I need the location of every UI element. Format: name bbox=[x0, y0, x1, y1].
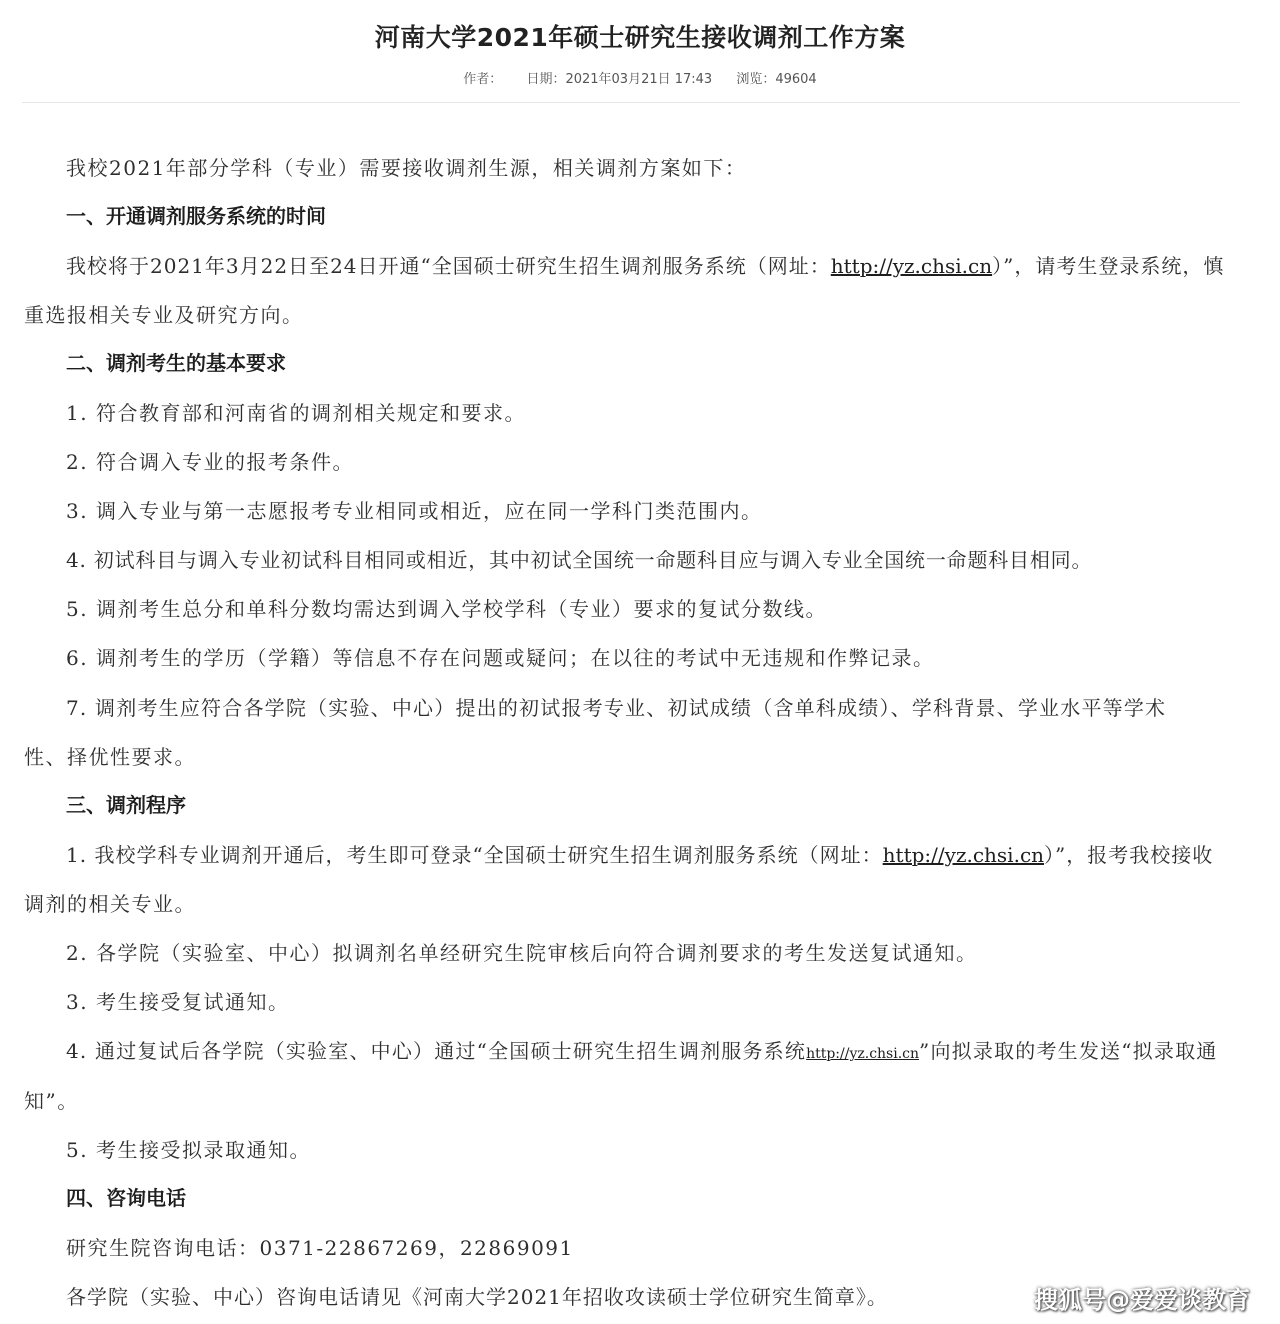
procedure-item: 2. 各学院（实验室、中心）拟调剂名单经研究生院审核后向符合调剂要求的考生发送复试通知。 bbox=[66, 941, 978, 965]
procedure-item-cont: 知”。 bbox=[24, 1089, 79, 1113]
procedure-text-pre: 1. 我校学科专业调剂开通后，考生即可登录“全国硕士研究生招生调剂服务系统（网址： bbox=[66, 843, 883, 867]
section-1-heading: 一、开通调剂服务系统的时间 bbox=[66, 204, 326, 228]
views-label: 浏览：49604 bbox=[736, 72, 817, 87]
intro-paragraph: 我校2021年部分学科（专业）需要接收调剂生源，相关调剂方案如下： bbox=[66, 156, 747, 180]
system-link[interactable]: http://yz.chsi.cn bbox=[882, 843, 1045, 867]
requirement-item: 4. 初试科目与调入专业初试科目相同或相近，其中初试全国统一命题科目应与调入专业全国统一命题科目相同。 bbox=[66, 548, 1093, 572]
requirement-item-cont: 性、择优性要求。 bbox=[24, 745, 196, 769]
procedure-item: 5. 考生接受拟录取通知。 bbox=[66, 1138, 311, 1162]
system-link[interactable]: http://yz.chsi.cn bbox=[806, 1046, 920, 1062]
procedure-text-post: ”向拟录取的考生发送“拟录取通 bbox=[919, 1039, 1218, 1063]
section-1-line-2: 重选报相关专业及研究方向。 bbox=[24, 303, 304, 327]
requirement-item: 6. 调剂考生的学历（学籍）等信息不存在问题或疑问；在以往的考试中无违规和作弊记录。 bbox=[66, 646, 935, 670]
requirement-item: 3. 调入专业与第一志愿报考专业相同或相近，应在同一学科门类范围内。 bbox=[66, 499, 763, 523]
requirement-item: 7. 调剂考生应符合各学院（实验、中心）提出的初试报考专业、初试成绩（含单科成绩）、学科背景、学业水平等学术 bbox=[66, 696, 1167, 720]
watermark: 搜狐号@爱爱谈教育 bbox=[1034, 1286, 1250, 1314]
article-meta bbox=[0, 68, 1280, 87]
section-1-text-pre: 我校将于2021年3月22日至24日开通“全国硕士研究生招生调剂服务系统（网址： bbox=[66, 254, 831, 278]
procedure-item: 3. 考生接受复试通知。 bbox=[66, 990, 290, 1014]
procedure-item bbox=[66, 1035, 1217, 1064]
college-phone-line: 各学院（实验、中心）咨询电话请见《河南大学2021年招收攻读硕士学位研究生简章》。 bbox=[66, 1285, 888, 1309]
article-title: 河南大学2021年硕士研究生接收调剂工作方案 bbox=[374, 23, 906, 52]
procedure-text-post: ）”，报考我校接收 bbox=[1044, 843, 1214, 867]
section-1-text-post: ）”，请考生登录系统，慎 bbox=[992, 254, 1225, 278]
date-label: 日期：2021年03月21日 17:43 bbox=[526, 72, 713, 87]
system-link[interactable]: http://yz.chsi.cn bbox=[830, 254, 993, 278]
requirement-item: 5. 调剂考生总分和单科分数均需达到调入学校学科（专业）要求的复试分数线。 bbox=[66, 597, 827, 621]
procedure-item-cont: 调剂的相关专业。 bbox=[24, 892, 196, 916]
requirement-item: 1. 符合教育部和河南省的调剂相关规定和要求。 bbox=[66, 401, 526, 425]
section-3-heading: 三、调剂程序 bbox=[66, 793, 186, 817]
divider bbox=[22, 102, 1240, 103]
procedure-text-pre: 4. 通过复试后各学院（实验室、中心）通过“全国硕士研究生招生调剂服务系统 bbox=[66, 1039, 807, 1063]
author-label: 作者： bbox=[463, 72, 503, 87]
procedure-item bbox=[66, 839, 1213, 868]
section-4-heading: 四、咨询电话 bbox=[66, 1186, 186, 1210]
requirement-item: 2. 符合调入专业的报考条件。 bbox=[66, 450, 354, 474]
section-2-heading: 二、调剂考生的基本要求 bbox=[66, 351, 286, 375]
phone-line: 研究生院咨询电话：0371-22867269，22869091 bbox=[66, 1236, 574, 1260]
section-1-line-1 bbox=[66, 250, 1224, 279]
